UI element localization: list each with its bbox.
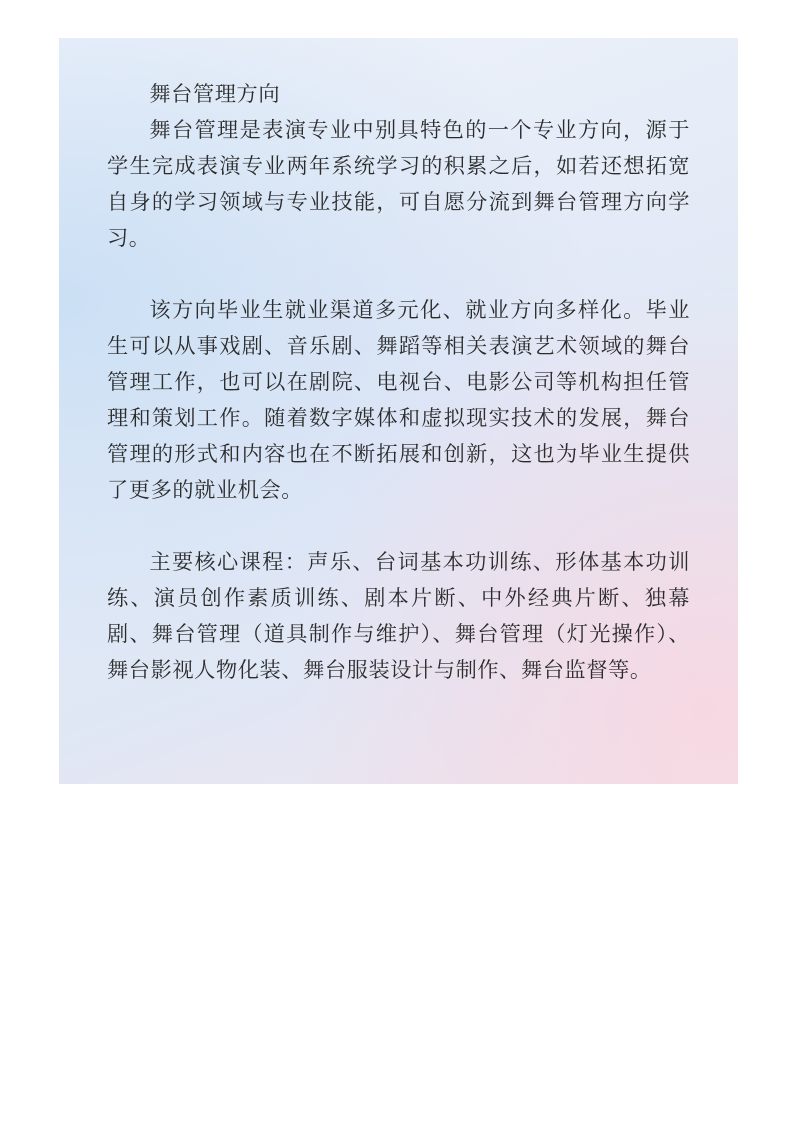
paragraph-employment: 该方向毕业生就业渠道多元化、就业方向多样化。毕业生可以从事戏剧、音乐剧、舞蹈等相关表演艺术领域的舞台管理工作，也可以在剧院、电视台、电影公司等机构担任管理和策划工作。随着数字媒体和虚拟现实技术的发展，舞台管理的形式和内容也在不断拓展和创新，这也为毕业生提供了更多的就业机会。 (107, 297, 690, 502)
section-title: 舞台管理方向 (149, 81, 281, 106)
paragraph-core-courses: 主要核心课程：声乐、台词基本功训练、形体基本功训练、演员创作素质训练、剧本片断、中外经典片断、独幕剧、舞台管理（道具制作与维护）、舞台管理（灯光操作）、舞台影视人物化装、舞台服装设计与制作、舞台监督等。 (107, 549, 690, 682)
paragraph-intro: 舞台管理是表演专业中别具特色的一个专业方向，源于学生完成表演专业两年系统学习的积累之后，如若还想拓宽自身的学习领域与专业技能，可自愿分流到舞台管理方向学习。 (107, 117, 690, 250)
content-panel (59, 38, 738, 784)
